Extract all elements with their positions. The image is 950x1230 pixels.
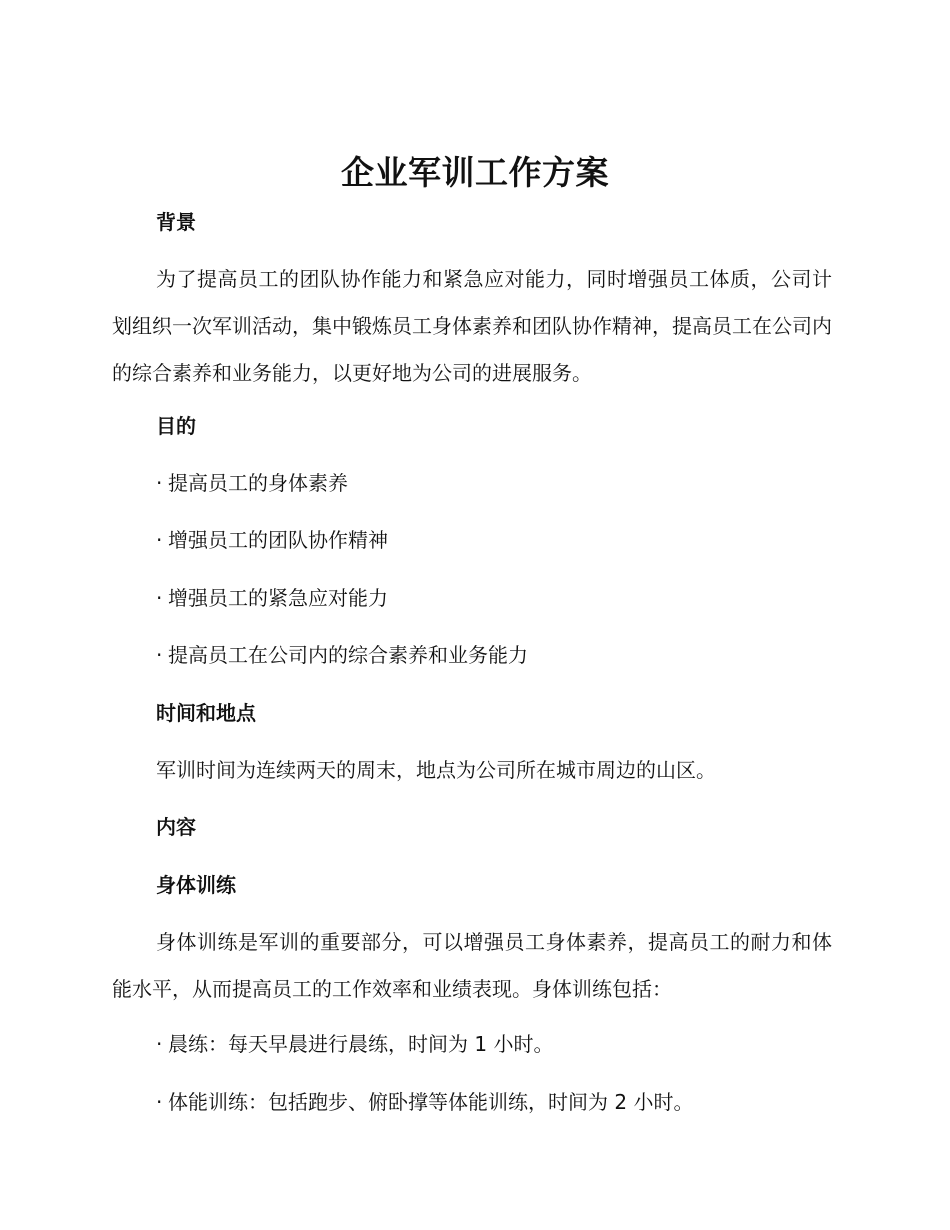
bullet-mark: · [156, 1032, 163, 1056]
bullet-mark: · [156, 471, 163, 495]
purpose-list-item [156, 583, 388, 613]
purpose-item-text: 增强员工的紧急应对能力 [168, 586, 388, 610]
purpose-list-item [156, 640, 528, 670]
physical-training-paragraph: 身体训练是军训的重要部分，可以增强员工身体素养，提高员工的耐力和体能水平，从而提高员工的工作效率和业绩表现。身体训练包括： [112, 930, 832, 1001]
purpose-list-item [156, 525, 388, 555]
time-place-text: 军训时间为连续两天的周末，地点为公司所在城市周边的山区。 [156, 758, 716, 782]
bullet-mark: · [156, 528, 163, 552]
training-list-item [156, 1087, 693, 1117]
document-title: 企业军训工作方案 [341, 153, 609, 192]
purpose-item-text: 提高员工在公司内的综合素养和业务能力 [168, 643, 528, 667]
section-heading-purpose: 目的 [156, 414, 196, 438]
section-heading-background: 背景 [156, 210, 196, 234]
section-heading-content: 内容 [156, 815, 196, 839]
section-heading-physical-training: 身体训练 [156, 873, 236, 897]
training-item-text: 体能训练：包括跑步、俯卧撑等体能训练，时间为 2 小时。 [168, 1090, 694, 1114]
training-item-text: 晨练：每天早晨进行晨练，时间为 1 小时。 [168, 1032, 554, 1056]
bullet-mark: · [156, 1090, 163, 1114]
purpose-item-text: 提高员工的身体素养 [168, 471, 348, 495]
background-paragraph: 为了提高员工的团队协作能力和紧急应对能力，同时增强员工体质，公司计划组织一次军训活动，集中锻炼员工身体素养和团队协作精神，提高员工在公司内的综合素养和业务能力，以更好地为公司的进展服务。 [112, 267, 832, 385]
purpose-list-item [156, 468, 348, 498]
training-list-item [156, 1029, 553, 1059]
purpose-item-text: 增强员工的团队协作精神 [168, 528, 388, 552]
section-heading-time-place: 时间和地点 [156, 701, 256, 725]
bullet-mark: · [156, 586, 163, 610]
bullet-mark: · [156, 643, 163, 667]
